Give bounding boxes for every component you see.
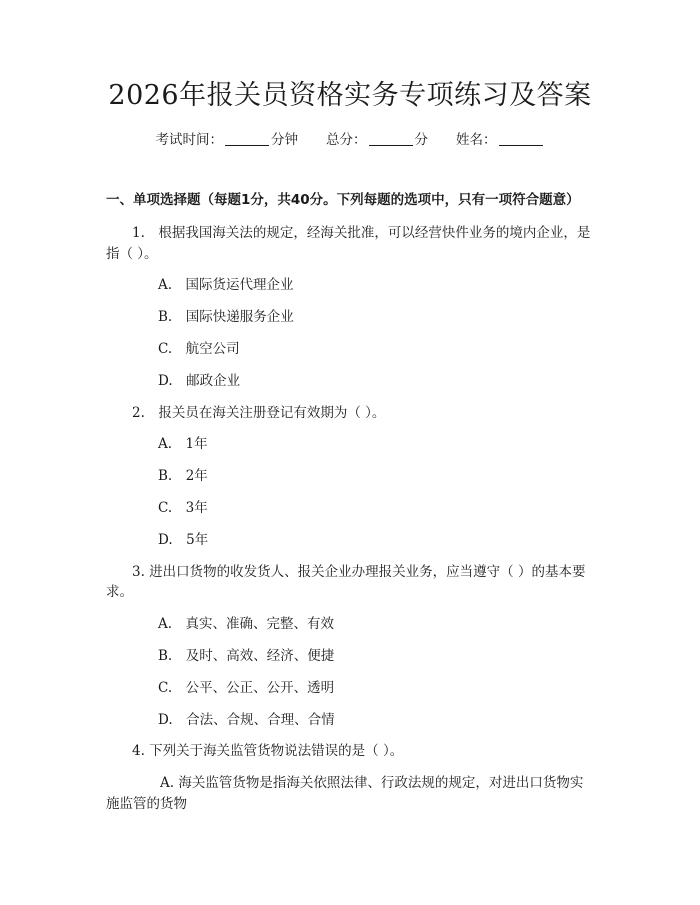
- question-1-option-a: A. 国际货运代理企业: [158, 277, 294, 293]
- question-1-option-b: B. 国际快递服务企业: [158, 309, 294, 325]
- question-3-option-a: A. 真实、准确、完整、有效: [158, 616, 335, 632]
- exam-time-label: 考试时间：: [155, 132, 223, 148]
- name-field: [456, 130, 545, 150]
- total-score-field: [326, 130, 428, 150]
- total-score-blank: [369, 131, 413, 146]
- question-4-option-a: A. 海关监管货物是指海关依照法律、行政法规的规定，对进出口货物实: [160, 775, 584, 791]
- question-3-option-d: D. 合法、合规、合理、合情: [158, 712, 335, 728]
- question-3-text: 3. 进出口货物的收发货人、报关企业办理报关业务，应当遵守（ ）的基本要: [132, 564, 586, 580]
- question-2-option-a: A. 1年: [158, 436, 208, 452]
- question-4-option-a-wrap: 施监管的货物: [106, 796, 187, 812]
- exam-time-unit: 分钟: [271, 132, 298, 148]
- question-4-text: 4. 下列关于海关监管货物说法错误的是（ ）。: [132, 743, 404, 759]
- question-2-option-d: D. 5年: [158, 532, 209, 548]
- question-2-option-c: C. 3年: [158, 500, 208, 516]
- exam-time-blank: [225, 131, 269, 146]
- exam-time-field: [156, 130, 299, 150]
- name-blank: [499, 131, 543, 146]
- question-2-option-b: B. 2年: [158, 468, 208, 484]
- total-score-unit: 分: [414, 132, 428, 148]
- total-score-label: 总分：: [326, 132, 367, 148]
- question-3-option-b: B. 及时、高效、经济、便捷: [158, 648, 335, 664]
- question-1-option-c: C. 航空公司: [158, 341, 240, 357]
- question-3-option-c: C. 公平、公正、公开、透明: [158, 680, 335, 696]
- section-heading: 一、单项选择题（每题1分，共40分。下列每题的选项中，只有一项符合题意）: [106, 192, 580, 208]
- question-1-text: 1. 根据我国海关法的规定，经海关批准，可以经营快件业务的境内企业，是: [132, 225, 591, 241]
- question-3-text-wrap: 求。: [106, 584, 133, 600]
- question-1-option-d: D. 邮政企业: [158, 373, 241, 389]
- exam-info-line: [0, 130, 700, 150]
- question-2-text: 2. 报关员在海关注册登记有效期为（ ）。: [132, 405, 386, 421]
- name-label: 姓名：: [456, 132, 497, 148]
- document-title: 2026年报关员资格实务专项练习及答案: [108, 80, 592, 111]
- question-1-text-wrap: 指（ ）。: [106, 246, 158, 262]
